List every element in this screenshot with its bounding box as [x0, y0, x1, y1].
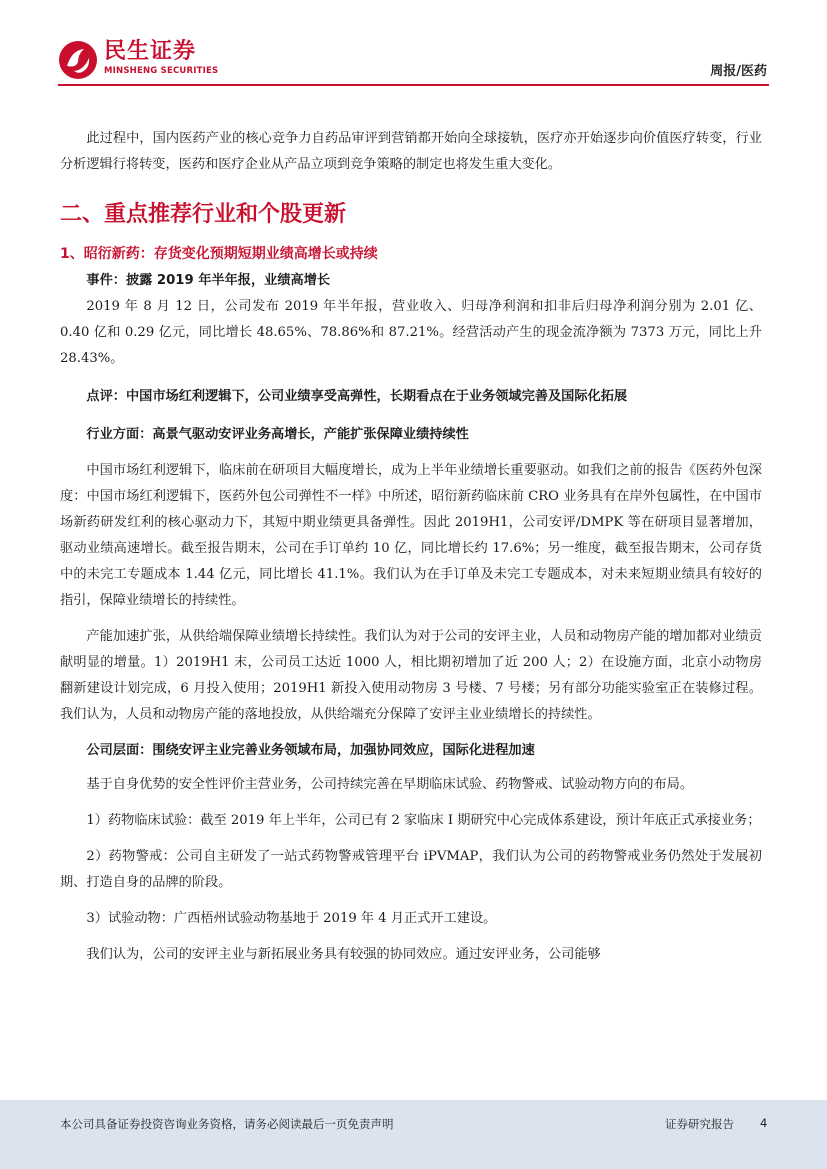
- industry-paragraph-1: 中国市场红利逻辑下，临床前在研项目大幅度增长，成为上半年业绩增长重要驱动。如我们之前的报告《医药外包深度：中国市场红利逻辑下，医药外包公司弹性不一样》中所述，昭衍新药临床前 CRO 业务具有在岸外包属性，在中国市场新药研发红利的核心驱动力下，其短中期业绩更具备弹性。因此 2019H1，公司安评/DMPK 等在研项目显著增加，驱动业绩高速增长。截至报告期末，公司在手订单约 10 亿，同比增长约 17.6%；另一维度，截至报告期末，公司存货中的未完工专题成本 1.44 亿元，同比增长 41.1%。我们认为在手订单及未完工专题成本，对未来短期业绩具有较好的指引，保障业绩增长的持续性。: [60, 463, 762, 608]
- report-body: [60, 120, 762, 968]
- page-number: 4: [760, 1116, 768, 1130]
- list-item-pharmacovigilance: 2）药物警戒：公司自主研发了一站式药物警戒管理平台 iPVMAP，我们认为公司的药物警戒业务仍然处于发展初期、打造自身的品牌的阶段。: [60, 849, 762, 890]
- list-item-clinical-trials: 1）药物临床试验：截至 2019 年上半年，公司已有 2 家临床 I 期研究中心完成体系建设，预计年底正式承接业务；: [86, 813, 761, 828]
- brand-name-en: MINSHENG SECURITIES: [104, 66, 219, 76]
- page-footer: [0, 1100, 827, 1169]
- footer-report-type: 证券研究报告: [665, 1117, 734, 1131]
- list-item-experimental-animals: 3）试验动物：广西梧州试验动物基地于 2019 年 4 月正式开工建设。: [86, 911, 497, 926]
- header-divider: [58, 84, 769, 86]
- subsection-title: 1、昭衍新药：存货变化预期短期业绩高增长或持续: [60, 246, 378, 262]
- comment-heading: 点评：中国市场红利逻辑下，公司业绩享受高弹性，长期看点在于业务领域完善及国际化拓展: [86, 389, 628, 404]
- intro-paragraph: 此过程中，国内医药产业的核心竞争力自药品审评到营销都开始向全球接轨，医疗亦开始逐步向价值医疗转变，行业分析逻辑行将转变，医药和医疗企业从产品立项到竞争策略的制定也将发生重大变化。: [60, 131, 762, 172]
- footer-disclaimer: 本公司具备证券投资咨询业务资格，请务必阅读最后一页免责声明: [60, 1117, 394, 1131]
- event-paragraph: 2019 年 8 月 12 日，公司发布 2019 年半年报，营业收入、归母净利润和扣非后归母净利润分别为 2.01 亿、0.40 亿和 0.29 亿元，同比增长 48.65%、78.86%和 87.21%。经营活动产生的现金流净额为 7373 万元，同比上升 28.43%。: [60, 299, 762, 366]
- company-paragraph-1: 基于自身优势的安全性评价主营业务，公司持续完善在早期临床试验、药物警戒、试验动物方向的布局。: [86, 777, 694, 792]
- company-heading: 公司层面：围绕安评主业完善业务领域布局，加强协同效应，国际化进程加速: [86, 743, 535, 758]
- page-header: [0, 0, 827, 88]
- industry-paragraph-2: 产能加速扩张，从供给端保障业绩增长持续性。我们认为对于公司的安评主业，人员和动物房产能的增加都对业绩贡献明显的增量。1）2019H1 末，公司员工达近 1000 人，相比期初增加了近 200 人；2）在设施方面，北京小动物房翻新建设计划完成，6 月投入使用；2019H1 新投入使用动物房 3 号楼、7 号楼；另有部分功能实验室正在装修过程。我们认为，人员和动物房产能的落地投放，从供给端充分保障了安评主业业绩增长的持续性。: [60, 629, 762, 722]
- minsheng-logo-icon: [58, 40, 98, 80]
- brand-name-cn: 民生证券: [104, 39, 197, 64]
- section-title: 二、重点推荐行业和个股更新: [60, 202, 347, 227]
- report-section-label: 周报/医药: [710, 64, 767, 79]
- event-heading: 事件：披露 2019 年半年报，业绩高增长: [86, 273, 331, 288]
- closing-paragraph: 我们认为，公司的安评主业与新拓展业务具有较强的协同效应。通过安评业务，公司能够: [86, 947, 601, 962]
- industry-heading: 行业方面：高景气驱动安评业务高增长，产能扩张保障业绩持续性: [86, 427, 469, 442]
